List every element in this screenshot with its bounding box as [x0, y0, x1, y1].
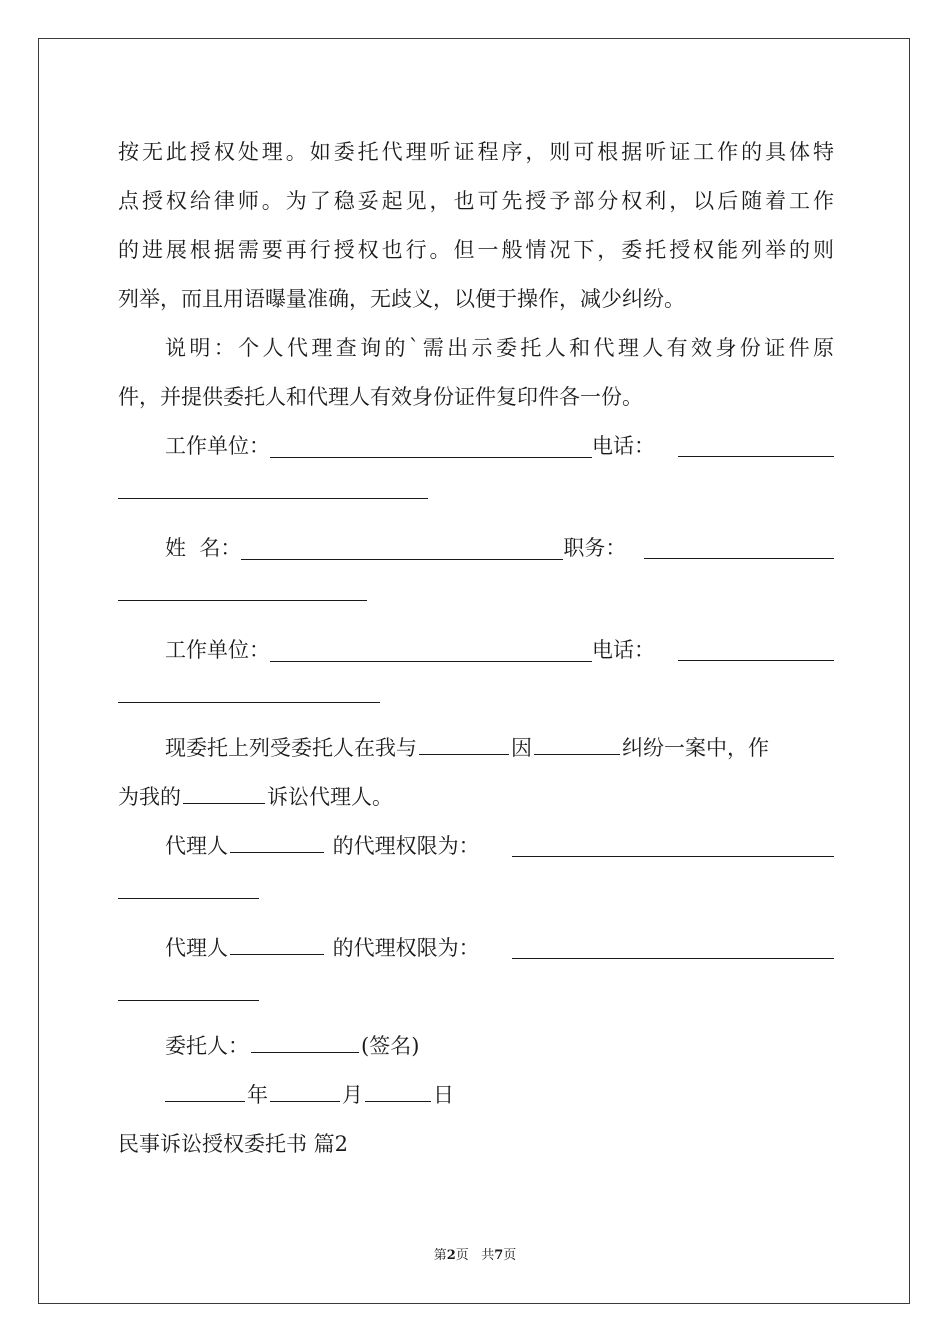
- agent-name-field[interactable]: [230, 932, 324, 955]
- work-unit-field-continued[interactable]: [118, 498, 428, 499]
- delegation-text: 因: [511, 736, 532, 760]
- text-line: 件，并提供委托人和代理人有效身份证件复印件各一份。: [118, 385, 643, 409]
- year-field[interactable]: [165, 1079, 245, 1102]
- year-label: 年: [247, 1083, 268, 1107]
- position-field[interactable]: [644, 558, 834, 559]
- phone-label: 电话：: [592, 638, 655, 662]
- principal-signature-field[interactable]: [251, 1030, 359, 1053]
- agent-authority-1: [118, 822, 834, 924]
- page-footer: [0, 1244, 950, 1263]
- document-body: [118, 128, 834, 1169]
- section-heading: 民事诉讼授权委托书 篇2: [118, 1132, 349, 1156]
- phone-field-continued[interactable]: [118, 702, 380, 703]
- authority-field[interactable]: [512, 958, 834, 959]
- total-suffix: 页: [503, 1248, 517, 1263]
- day-label: 日: [433, 1083, 454, 1107]
- form-row-work-unit-2: [118, 626, 834, 728]
- work-unit-label: 工作单位：: [165, 434, 270, 458]
- phone-field[interactable]: [678, 456, 834, 457]
- agent-label: 代理人: [165, 936, 228, 960]
- authority-field-continued[interactable]: [118, 1000, 259, 1001]
- principal-label: 委托人：: [165, 1034, 249, 1058]
- delegation-text: 为我的: [118, 785, 181, 809]
- name-label: 姓 名：: [165, 536, 242, 560]
- principal-signature: [118, 1022, 834, 1169]
- opponent-field[interactable]: [419, 732, 509, 755]
- delegation-text: 现委托上列受委托人在我与: [165, 736, 417, 760]
- total-prefix: 共: [481, 1248, 495, 1263]
- paragraph-note: [118, 324, 834, 422]
- page-suffix: 页: [455, 1248, 469, 1263]
- page-number: 2: [446, 1248, 456, 1263]
- month-field[interactable]: [270, 1079, 340, 1102]
- position-label: 职务：: [563, 536, 627, 560]
- dispute-field[interactable]: [534, 732, 620, 755]
- phone-field[interactable]: [678, 660, 834, 661]
- text-line: 说明：个人代理查询的`需出示委托人和代理人有效身份证件原: [165, 336, 834, 360]
- authority-label: 的代理权限为：: [326, 834, 480, 858]
- delegation-text: 诉讼代理人。: [267, 785, 393, 809]
- delegation-text: 纠纷一案中，作: [622, 736, 769, 760]
- agent-role-field[interactable]: [183, 781, 265, 804]
- agent-authority-2: [118, 924, 834, 1022]
- work-unit-field[interactable]: [270, 661, 592, 662]
- phone-label: 电话：: [592, 434, 655, 458]
- work-unit-label: 工作单位：: [165, 638, 270, 662]
- work-unit-field[interactable]: [270, 457, 592, 458]
- name-field[interactable]: [241, 559, 563, 560]
- form-row-work-unit-1: [118, 422, 834, 524]
- authority-label: 的代理权限为：: [326, 936, 480, 960]
- position-field-continued[interactable]: [118, 600, 367, 601]
- text-line: 按无此授权处理。如委托代理听证程序，则可根据听证工作的具体特: [118, 140, 834, 164]
- text-line: 点授权给律师。为了稳妥起见，也可先授予部分权利，以后随着工作: [118, 189, 834, 213]
- authority-field[interactable]: [512, 856, 834, 857]
- text-line: 列举，而且用语曝量准确，无歧义，以便于操作，减少纠纷。: [118, 287, 685, 311]
- agent-label: 代理人: [165, 834, 228, 858]
- month-label: 月: [342, 1083, 363, 1107]
- total-pages: 7: [494, 1248, 504, 1263]
- delegation-paragraph: [118, 724, 834, 822]
- page-prefix: 第: [433, 1248, 447, 1263]
- agent-name-field[interactable]: [230, 830, 324, 853]
- sign-note: (签名): [361, 1034, 420, 1058]
- authority-field-continued[interactable]: [118, 898, 259, 899]
- day-field[interactable]: [365, 1079, 431, 1102]
- form-row-name: [118, 524, 834, 626]
- text-line: 的进展根据需要再行授权也行。但一般情况下，委托授权能列举的则: [118, 238, 834, 262]
- paragraph-authorization: [118, 128, 834, 324]
